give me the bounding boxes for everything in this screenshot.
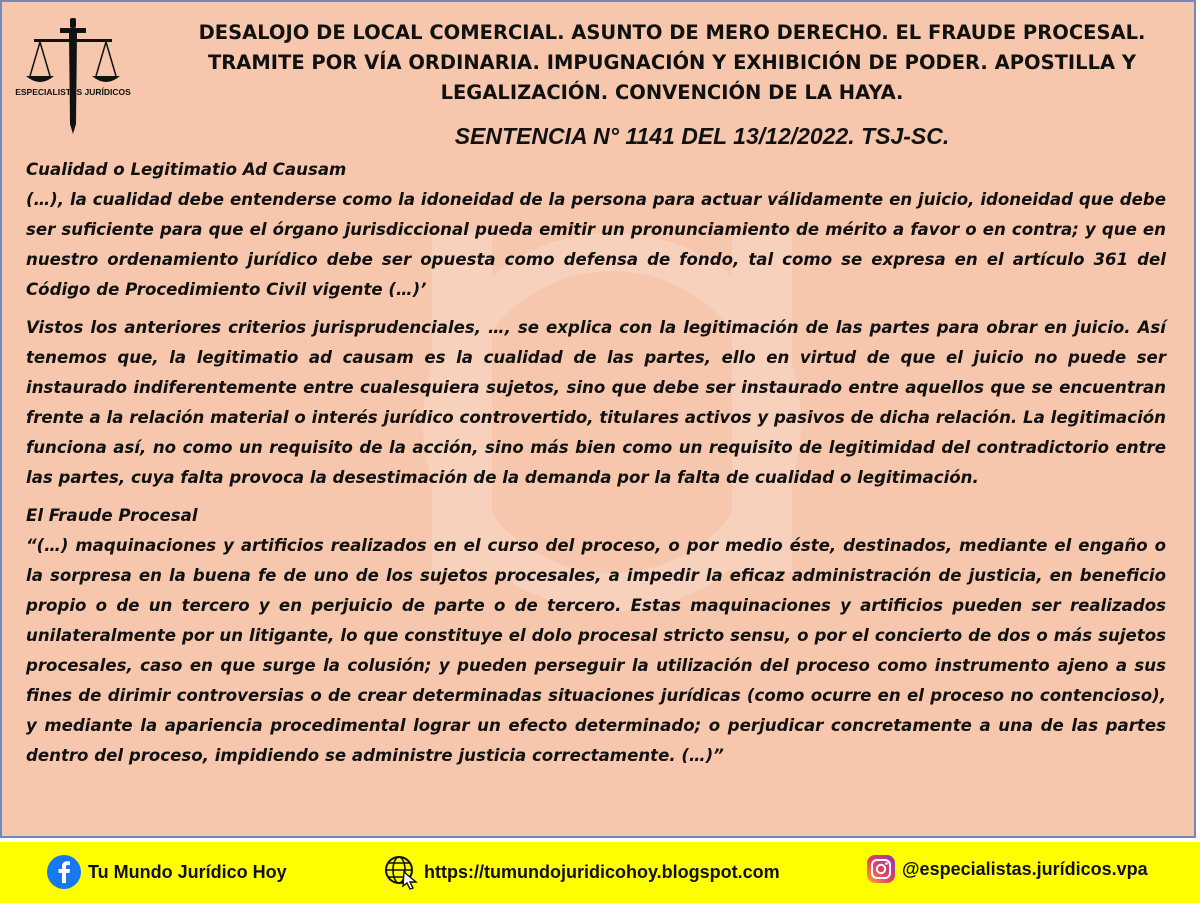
section-heading-cualidad: Cualidad o Legitimatio Ad Causam <box>26 160 347 179</box>
document-body <box>26 155 1166 771</box>
logo <box>12 14 134 136</box>
scales-of-justice-icon <box>12 14 134 136</box>
footer-instagram[interactable] <box>866 854 1148 884</box>
paragraph-cualidad: (…), la cualidad debe entenderse como la idoneidad de la persona para actuar válidamente en juicio, idoneidad que debe ser suficiente para que el órgano jurisdiccional pueda emitir un pronunciamiento de mérito a favor o en contra; y que en nuestro ordenamiento jurídico debe ser opuesta como defensa de fondo, tal como se expresa en el artículo 361 del Código de Procedimiento Civil vigente (…)’ <box>26 190 1166 299</box>
title-line: LEGALIZACIÓN. CONVENCIÓN DE LA HAYA. <box>440 81 904 104</box>
page-subtitle: SENTENCIA N° 1141 DEL 13/12/2022. TSJ-SC. <box>454 123 950 149</box>
website-label: https://tumundojuridicohoy.blogspot.com <box>424 861 780 882</box>
logo-text: ESPECIALISTAS JURÍDICOS <box>15 87 131 97</box>
paragraph-vistos: Vistos los anteriores criterios jurisprudenciales, …, se explica con la legitimación de las partes para obrar en juicio. Así tenemos que, la legitimatio ad causam es la cualidad de las partes, ello en virtud de que el juicio no puede ser instaurado indiferentemente entre cualesquiera sujetos, sino que debe ser instaurado entre aquellos que se encuentran frente a la relación material o interés jurídico controvertido, titulares activos y pasivos de dicha relación. La legitimación funciona así, no como un requisito de la acción, sino más bien como un requisito de legitimidad del contradictorio entre las partes, cuya falta provoca la desestimación de la demanda por la falta de cualidad o legitimación. <box>26 318 1166 487</box>
footer-bar <box>0 842 1200 903</box>
footer-facebook[interactable] <box>46 854 287 890</box>
section-heading-fraude: El Fraude Procesal <box>26 506 198 525</box>
title-line: TRAMITE POR VÍA ORDINARIA. IMPUGNACIÓN Y EXHIBICIÓN DE PODER. APOSTILLA Y <box>207 51 1137 74</box>
facebook-label: Tu Mundo Jurídico Hoy <box>88 861 287 882</box>
footer-website[interactable] <box>384 854 780 890</box>
instagram-label: @especialistas.jurídicos.vpa <box>902 858 1148 879</box>
globe-icon <box>384 854 418 890</box>
title-line: DESALOJO DE LOCAL COMERCIAL. ASUNTO DE MERO DERECHO. EL FRAUDE PROCESAL. <box>198 21 1146 44</box>
page-title <box>152 18 1192 108</box>
paragraph-fraude: “(…) maquinaciones y artificios realizados en el curso del proceso, o por medio éste, destinados, mediante el engaño o la sorpresa en la buena fe de uno de los sujetos procesales, a impedir la eficaz administración de justicia, en beneficio propio o de un tercero y en perjuicio de parte o de tercero. Estas maquinaciones y artificios pueden ser realizados unilateralmente por un litigante, lo que constituye el dolo procesal stricto sensu, o por el concierto de dos o más sujetos procesales, caso en que surge la colusión; y pueden perseguir la utilización del proceso como instrumento ajeno a sus fines de dirimir controversias o de crear determinadas situaciones jurídicas (como ocurre en el proceso no contencioso), y mediante la apariencia procedimental lograr un efecto determinado; o perjudicar concretamente a una de las partes dentro del proceso, impidiendo se administre justicia correctamente. (…)” <box>26 536 1166 765</box>
facebook-icon <box>46 854 82 890</box>
instagram-icon <box>866 854 896 884</box>
